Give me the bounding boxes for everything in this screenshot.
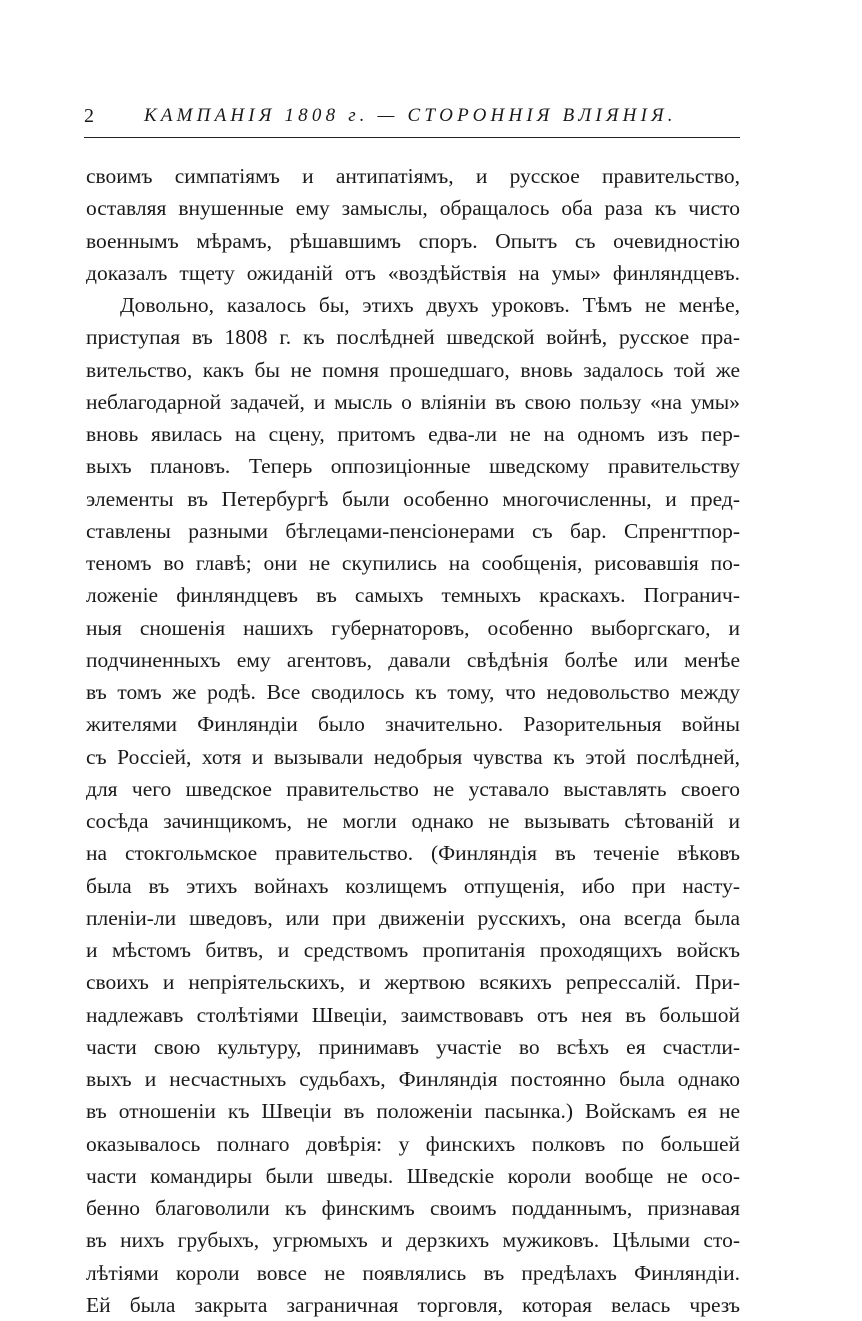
text-line: теномъ во главѣ; они не скупились на сообщенія, рисовавшія по- (86, 551, 740, 575)
text-line: выхъ и несчастныхъ судьбахъ, Финляндія постоянно была однако (86, 1067, 740, 1091)
text-line: въ нихъ грубыхъ, угрюмыхъ и дерзкихъ мужиковъ. Цѣлыми сто- (86, 1228, 740, 1253)
text-line: ныя сношенія нашихъ губернаторовъ, особенно выборгскаго, и (86, 615, 740, 640)
text-line: ложеніе финляндцевъ въ самыхъ темныхъ краскахъ. Погранич- (86, 583, 740, 608)
text-line: оказывалось полнаго довѣрія: у финскихъ полковъ по большей (86, 1131, 740, 1156)
text-line: вновь явилась на сцену, притомъ едва-ли не на одномъ изъ пер- (86, 422, 740, 446)
body-text (86, 160, 740, 1321)
text-line: доказалъ тщету ожиданій отъ «воздѣйствія на умы» финляндцевъ. (86, 260, 740, 285)
text-line: военнымъ мѣрамъ, рѣшавшимъ споръ. Опытъ съ очевидностію (86, 228, 740, 253)
text-line: части свою культуру, принимавъ участіе во всѣхъ ея счастли- (86, 1034, 740, 1059)
text-line: вительство, какъ бы не помня прошедшаго, вновь задалось той же (86, 357, 740, 382)
page-header (84, 103, 740, 138)
text-line: бенно благоволили къ финскимъ своимъ подданнымъ, признавая (86, 1196, 740, 1220)
text-line: пленіи-ли шведовъ, или при движеніи русскихъ, она всегда была (86, 905, 740, 930)
page-number: 2 (84, 105, 94, 127)
running-title: КАМПАНІЯ 1808 г. — СТОРОННІЯ ВЛІЯНІЯ. (144, 105, 677, 126)
text-line: для чего шведское правительство не уставало выставлять своего (86, 776, 740, 801)
text-line: сосѣда зачинщикомъ, не могли однако не вызывать сѣтованій и (86, 809, 740, 833)
text-line: въ томъ же родѣ. Все сводилось къ тому, что недовольство между (86, 680, 740, 704)
text-line: элементы въ Петербургѣ были особенно многочисленны, и пред- (86, 486, 740, 511)
text-line: оставляя внушенные ему замыслы, обращалось оба раза къ чисто (86, 196, 740, 221)
text-line: своимъ симпатіямъ и антипатіямъ, и русское правительство, (86, 164, 740, 188)
text-line: въ отношеніи къ Швеціи въ положеніи пасынка.) Войскамъ ея не (86, 1099, 740, 1124)
text-line: приступая въ 1808 г. къ послѣдней шведской войнѣ, русское пра- (86, 325, 740, 350)
text-line: неблагодарной задачей, и мысль о вліяніи въ свою пользу «на умы» (86, 389, 740, 414)
text-line: и мѣстомъ битвъ, и средствомъ пропитанія проходящихъ войскъ (86, 938, 740, 962)
text-line: на стокгольмское правительство. (Финляндія въ теченіе вѣковъ (86, 841, 740, 866)
text-line: надлежавъ столѣтіями Швеціи, заимствовавъ отъ нея въ большой (86, 1002, 740, 1027)
text-line: части командиры были шведы. Шведскіе короли вообще не осо- (86, 1163, 740, 1188)
text-line: выхъ плановъ. Теперь оппозиціонные шведскому правительству (86, 454, 740, 479)
paragraph-first-line: Довольно, казалось бы, этихъ двухъ уроковъ. Тѣмъ не менѣе, (120, 293, 740, 317)
text-line: подчиненныхъ ему агентовъ, давали свѣдѣнія болѣе или менѣе (86, 647, 740, 672)
text-line: ставлены разными бѣглецами-пенсіонерами съ бар. Спренгтпор- (86, 518, 740, 543)
text-line: лѣтіями короли вовсе не появлялись въ предѣлахъ Финляндіи. (86, 1260, 740, 1285)
text-line: была въ этихъ войнахъ козлищемъ отпущенія, ибо при насту- (86, 873, 740, 898)
text-line: жителями Финляндіи было значительно. Разорительныя войны (86, 712, 740, 737)
text-line: своихъ и непріятельскихъ, и жертвою всякихъ репрессалій. При- (86, 970, 740, 995)
text-line: Ей была закрыта заграничная торговля, которая велась чрезъ (86, 1292, 740, 1317)
text-line: съ Россіей, хотя и вызывали недобрыя чувства къ этой послѣдней, (86, 744, 740, 769)
